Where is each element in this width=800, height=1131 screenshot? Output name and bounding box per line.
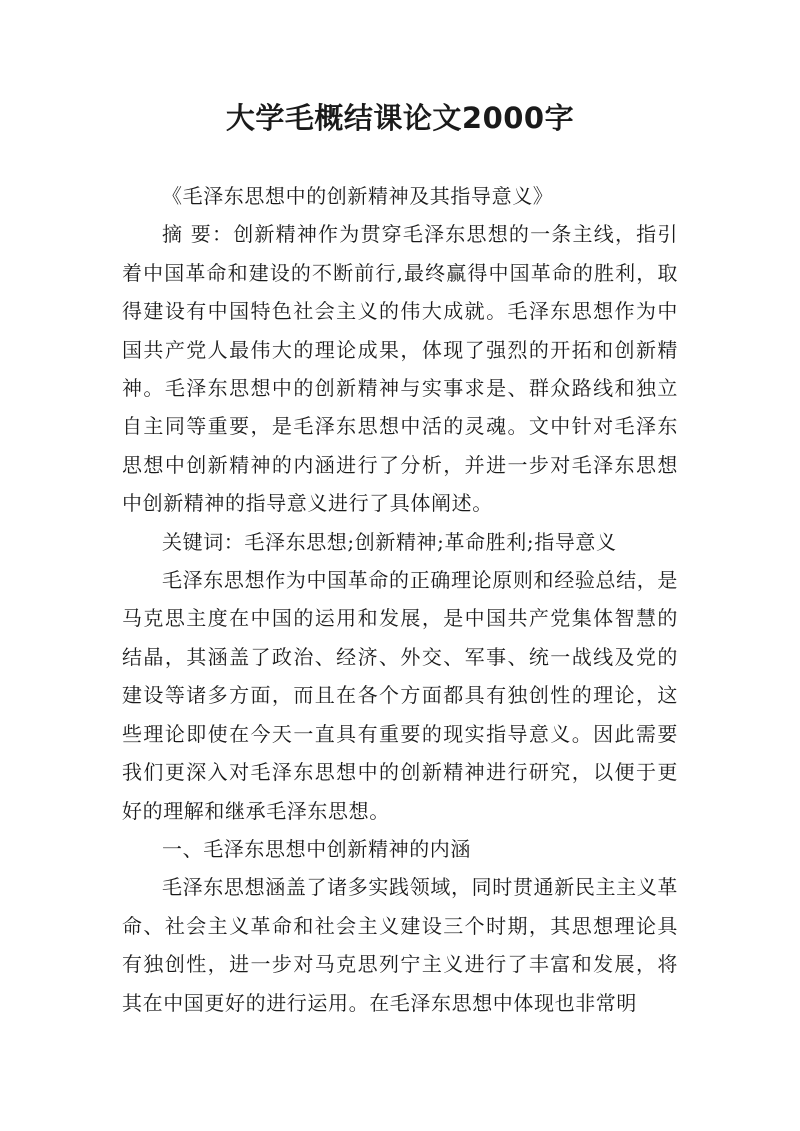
abstract-paragraph: 摘 要：创新精神作为贯穿毛泽东思想的一条主线，指引着中国革命和建设的不断前行,最终赢得中国革命的胜利，取得建设有中国特色社会主义的伟大成就。毛泽东思想作为中国共产党人最伟大的理论成果，体现了强烈的开拓和创新精神。毛泽东思想中的创新精神与实事求是、群众路线和独立自主同等重要，是毛泽东思想中活的灵魂。文中针对毛泽东思想中创新精神的内涵进行了分析，并进一步对毛泽东思想中创新精神的指导意义进行了具体阐述。	[122, 222, 678, 516]
document-body	[122, 177, 678, 1022]
keywords-paragraph: 关键词：毛泽东思想;创新精神;革命胜利;指导意义	[162, 529, 617, 554]
section-heading: 一、毛泽东思想中创新精神的内涵	[162, 836, 471, 861]
paper-title-paragraph: 《毛泽东思想中的创新精神及其指导意义》	[162, 184, 554, 208]
intro-paragraph: 毛泽东思想作为中国革命的正确理论原则和经验总结，是马克思主度在中国的运用和发展，是中国共产党集体智慧的结晶，其涵盖了政治、经济、外交、军事、统一战线及党的建设等诸多方面，而且在各个方面都具有独创性的理论，这些理论即使在今天一直具有重要的现实指导意义。因此需要我们更深入对毛泽东思想中的创新精神进行研究，以便于更好的理解和继承毛泽东思想。	[122, 568, 678, 823]
section-body-paragraph: 毛泽东思想涵盖了诸多实践领域，同时贯通新民主主义革命、社会主义革命和社会主义建设三个时期，其思想理论具有独创性，进一步对马克思列宁主义进行了丰富和发展，将其在中国更好的进行运用。在毛泽东思想中体现也非常明	[122, 875, 678, 1015]
document-title: 大学毛概结课论文2000字	[225, 101, 575, 135]
